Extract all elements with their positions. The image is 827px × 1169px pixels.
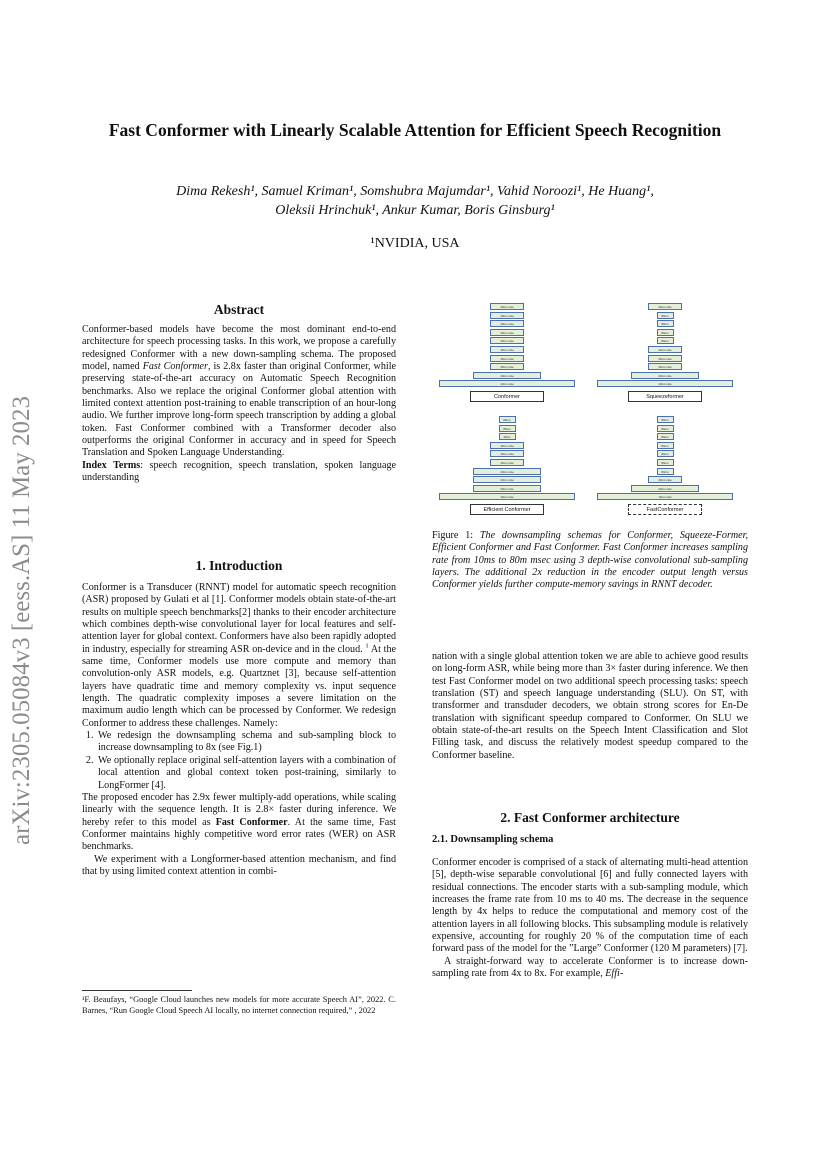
layer-block: 20ms rate bbox=[473, 485, 541, 492]
intro-p1: Conformer is a Transducer (RNNT) model for automatic speech recognition (ASR) proposed by Gulati et al [1]. Conformer models obtain state-of-the-art results on multiple speech benchmarks[2] thanks to their encoder architecture which combines depth-wise convolutional layer for local features and self-attention layer for global context. Conformers have also been rapidly adopted in industry, especially for streaming ASR on-device and in the cloud. bbox=[82, 582, 396, 655]
abstract-model-name: Fast Conformer bbox=[142, 361, 208, 373]
model-label: Squeezeformer bbox=[628, 391, 702, 402]
section-2-p2-em: Effi- bbox=[605, 968, 624, 980]
section-2-body bbox=[432, 857, 748, 980]
layer-block: 80ms bbox=[657, 433, 674, 440]
layer-block: 80ms bbox=[499, 416, 516, 423]
model-label: Efficient Conformer bbox=[470, 504, 544, 515]
layer-block: 80ms bbox=[657, 468, 674, 475]
layer-block: 40ms rate bbox=[490, 459, 524, 466]
layer-block: 40ms rate bbox=[490, 337, 524, 344]
intro-p3: We experiment with a Longformer-based attention mechanism, and find that by using limited context attention in combi- bbox=[82, 853, 396, 877]
list-item: 1. We redesign the downsampling schema and sub-sampling block to increase downsampling to 8x (see Fig.1) bbox=[96, 730, 396, 755]
downsampling-figure bbox=[432, 298, 748, 518]
figure-caption bbox=[432, 530, 748, 592]
authors-line-2: Oleksii Hrinchuk¹, Ankur Kumar, Boris Ginsburg¹ bbox=[275, 203, 555, 218]
section-2-p1: Conformer encoder is comprised of a stack of alternating multi-head attention [5], depth-wise separable convolutional [6] and fully connected layers with residual connections. The encoder starts with a sub-sampling module, which increases the frame rate from 10 ms to 40 ms. The decrease in the sequence length by 4x helps to reduce the computational and memory cost of the attention layers in all following blocks. This subsampling module is relatively expensive, accounting for roughly 20 % of the computation time of each forward pass of the model for the ”Large” Conformer (120 M parameters) [7]. bbox=[432, 857, 748, 955]
layer-block: 80ms bbox=[657, 312, 674, 319]
layer-block: 40ms rate bbox=[490, 312, 524, 319]
layer-block: 80ms bbox=[657, 329, 674, 336]
layer-block: 10ms rate bbox=[439, 380, 575, 387]
layer-block: 20ms rate bbox=[473, 468, 541, 475]
layer-block: 20ms rate bbox=[631, 372, 699, 379]
layer-block: 40ms rate bbox=[648, 303, 682, 310]
section-2-heading: 2. Fast Conformer architecture bbox=[500, 810, 680, 825]
paper-title: Fast Conformer with Linearly Scalable Attention for Efficient Speech Recognition bbox=[108, 120, 722, 140]
layer-block: 40ms rate bbox=[490, 450, 524, 457]
footnote-rule bbox=[82, 990, 192, 991]
layer-block: 20ms rate bbox=[631, 485, 699, 492]
authors-line-1: Dima Rekesh¹, Samuel Kriman¹, Somshubra Majumdar¹, Vahid Noroozi¹, He Huang¹, bbox=[176, 184, 654, 199]
intro-p2a: The proposed encoder has 2.9x fewer multiply-add operations, while scaling linearly with the sequence length. It is 2.8× faster during inference. We hereby refer to this model as bbox=[82, 791, 396, 828]
section-2-p2: A straight-forward way to accelerate Conformer is to increase down-sampling rate from 4x to 8x. For example, bbox=[432, 955, 748, 980]
layer-block: 40ms rate bbox=[648, 355, 682, 362]
model-label: FastConformer bbox=[628, 504, 702, 515]
abstract-heading: Abstract bbox=[213, 302, 265, 317]
layer-block: 80ms bbox=[499, 425, 516, 432]
layer-block: 40ms rate bbox=[648, 363, 682, 370]
layer-block: 80ms bbox=[657, 442, 674, 449]
layer-block: 40ms rate bbox=[490, 355, 524, 362]
intro-body bbox=[82, 582, 396, 878]
layer-block: 10ms rate bbox=[439, 493, 575, 500]
layer-block: 20ms rate bbox=[473, 372, 541, 379]
subsection-2-1-heading: 2.1. Downsampling schema bbox=[432, 834, 554, 845]
affiliation: ¹NVIDIA, USA bbox=[370, 236, 460, 251]
figure-caption-label: Figure 1: bbox=[432, 530, 480, 541]
intro-model-name: Fast Conformer bbox=[215, 816, 288, 828]
contribution-list bbox=[82, 730, 396, 792]
layer-block: 80ms bbox=[657, 416, 674, 423]
index-terms-label: Index Terms bbox=[82, 459, 141, 471]
list-item: 2. We optionally replace original self-attention layers with a combination of local attention and global context token post-training, similarly to LongFormer [4]. bbox=[96, 755, 396, 792]
layer-block: 20ms rate bbox=[473, 476, 541, 483]
layer-block: 80ms bbox=[657, 459, 674, 466]
index-terms: : speech recognition, speech translation, spoken language understanding bbox=[82, 459, 396, 484]
layer-block: 40ms rate bbox=[490, 320, 524, 327]
layer-block: 80ms bbox=[657, 337, 674, 344]
abstract-body bbox=[82, 324, 396, 484]
intro-p1b: At the same time, Conformer models use more compute and memory than convolution-only ASR models, e.g. Quartznet [3], because self-attention layers have quadratic time and memory complexity vs. input sequence length. The quadratic complexity imposes a severe limitation on the maximum audio length which can be processed by Conformer. We redesign Conformer to address these challenges. Namely: bbox=[82, 643, 396, 729]
arxiv-watermark: arXiv:2305.05084v3 [eess.AS] 11 May 2023 bbox=[8, 395, 35, 845]
figure-caption-text: The downsampling schemas for Conformer, Squeeze-Former, Efficient Conformer and Fast Conformer. Fast Conformer increases sampling rate from 10ms to 80m msec using 3 depth-wise convolutional sub-sampling layers. The additional 2x reduction in the encoder output length versus Conformer yields further compute-memory savings in RNNT decoder. bbox=[432, 530, 748, 591]
layer-block: 40ms rate bbox=[490, 363, 524, 370]
right-p1: nation with a single global attention token we are able to achieve good results on long-form ASR, while being more than 3× faster during inference. We then test Fast Conformer model on two additional speech processing tasks: speech translation (ST) and speech language understanding (SLU). On ST, with transformer and transduder decoders, we obtain strong scores for En-De translation with significant speedup compared to Conformer. On SLU we obtain state-of-the-art results on the Speech Intent Classification and Slot Filling task, and discuss the relatively modest speedup compared to the Conformer baseline. bbox=[432, 651, 748, 761]
layer-block: 40ms rate bbox=[490, 329, 524, 336]
intro-p2b: . At the same time, Fast Conformer maintains highly competitive word error rates (WER) on ASR benchmarks. bbox=[82, 816, 396, 853]
layer-block: 40ms rate bbox=[490, 303, 524, 310]
layer-block: 10ms rate bbox=[597, 380, 733, 387]
footnote-ref[interactable]: 1 bbox=[365, 642, 369, 650]
layer-block: 10ms rate bbox=[597, 493, 733, 500]
intro-heading: 1. Introduction bbox=[195, 558, 283, 573]
abstract-text-2: , is 2.8x faster than original Conformer, while preserving state-of-the-art accuracy on Automatic Speech Recognition benchmarks. Also we replace the original Conformer global attention with limited context attention post-training to enable transcription of an hour-long audio. We further improve long-form speech transcription by adding a global token. Fast Conformer combined with a Transformer decoder also outperforms the original Conformer in accuracy and in speed for Speech Translation and Spoken Language Understanding. bbox=[82, 361, 396, 459]
footnote: ¹F. Beaufays, “Google Cloud launches new models for more accurate Speech AI”, 2022. C. Barnes, “Run Google Cloud Speech AI locally, no internet connection required,” , 2022 bbox=[82, 995, 396, 1015]
model-label: Conformer bbox=[470, 391, 544, 402]
layer-block: 40ms bbox=[499, 433, 516, 440]
layer-block: 80ms bbox=[657, 320, 674, 327]
layer-block: 40ms rate bbox=[490, 346, 524, 353]
layer-block: 40ms rate bbox=[490, 442, 524, 449]
layer-block: 80ms bbox=[657, 425, 674, 432]
layer-block: 40ms rate bbox=[648, 476, 682, 483]
layer-block: 80ms bbox=[657, 450, 674, 457]
layer-block: 40ms rate bbox=[648, 346, 682, 353]
authors bbox=[80, 182, 750, 220]
abstract-text-1: Conformer-based models have become the most dominant end-to-end architecture for speech processing tasks. In this work, we propose a carefully redesigned Conformer with a new down-sampling schema. The proposed model, named bbox=[82, 324, 396, 373]
